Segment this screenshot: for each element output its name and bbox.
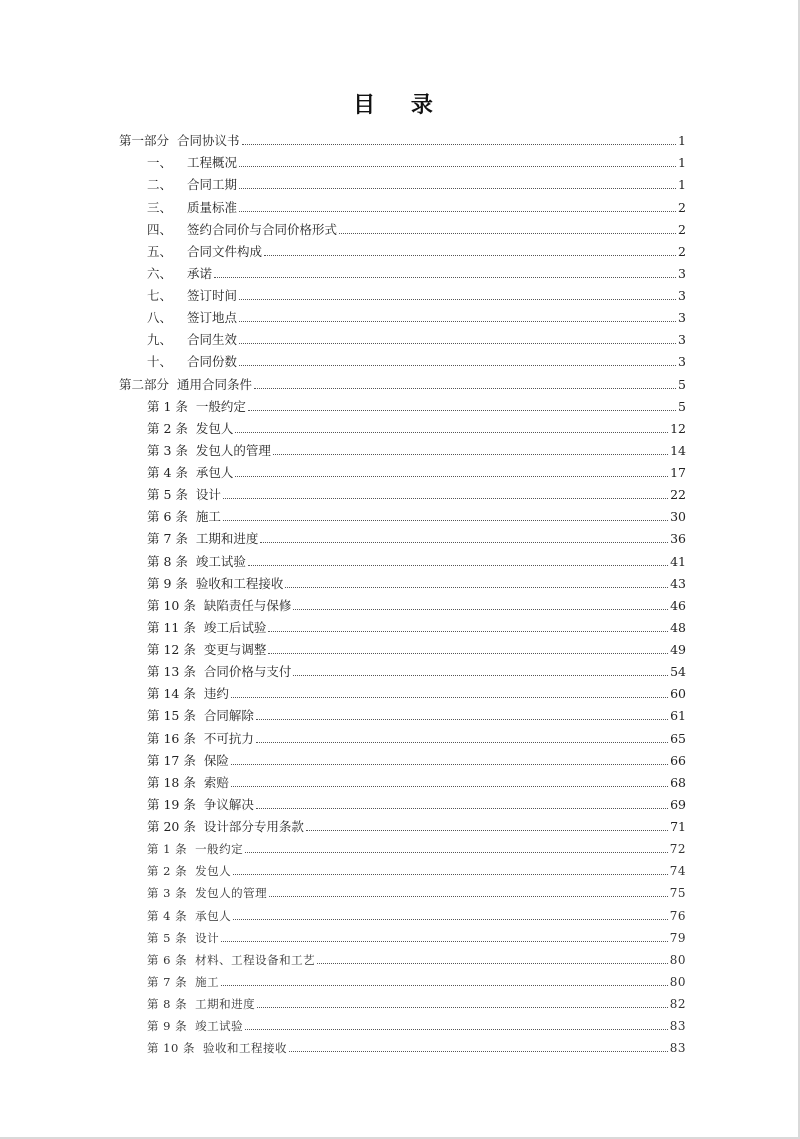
toc-entry-page-number: 79 — [669, 930, 686, 945]
toc-entry[interactable] — [0, 148, 800, 170]
page-title: 目 录 — [353, 92, 447, 118]
toc-entry-page-number: 2 — [678, 221, 686, 237]
toc-entry-label: 争议解决 — [203, 796, 254, 812]
toc-entry-number: 第 8 条 — [147, 553, 188, 569]
toc-entry-number: 第 6 条 — [147, 952, 188, 967]
toc-entry-label: 验收和工程接收 — [202, 1041, 287, 1056]
toc-entry-number: 第 8 条 — [147, 997, 188, 1011]
toc-entry-number: 第 10 条 — [147, 1041, 195, 1056]
toc-entry-label: 承包人 — [195, 465, 234, 480]
toc-entry-page-number: 41 — [670, 553, 686, 569]
toc-entry-page-number: 66 — [670, 752, 686, 768]
dot-leader — [239, 342, 676, 344]
toc-entry-page-number: 12 — [670, 420, 686, 436]
dot-leader — [235, 475, 668, 477]
toc-entry-label: 合同份数 — [187, 354, 238, 370]
toc-entry-number: 七、 — [147, 288, 173, 303]
toc-entry-number: 第 10 条 — [147, 597, 196, 613]
toc-entry[interactable] — [0, 613, 800, 635]
toc-entry-page-number: 2 — [678, 199, 686, 215]
toc-entry[interactable] — [0, 436, 800, 458]
toc-entry-label: 设计 — [195, 487, 221, 503]
toc-entry-page-number: 46 — [670, 597, 686, 613]
toc-entry-label: 设计 — [195, 930, 220, 945]
dot-leader — [260, 541, 668, 543]
toc-entry-number: 三、 — [147, 199, 173, 215]
toc-entry-number: 第 3 条 — [147, 886, 188, 901]
toc-entry[interactable] — [0, 723, 800, 745]
toc-entry-number: 第 4 条 — [147, 908, 188, 923]
dot-leader — [245, 1028, 668, 1030]
dot-leader — [239, 298, 676, 300]
toc-entry-label: 签订地点 — [187, 310, 238, 326]
toc-entry[interactable] — [0, 1033, 800, 1055]
toc-entry[interactable] — [0, 989, 800, 1011]
toc-entry[interactable] — [0, 480, 800, 502]
toc-entry-page-number: 3 — [678, 265, 686, 281]
toc-entry-number: 第 7 条 — [147, 531, 188, 547]
toc-entry-page-number: 2 — [678, 243, 686, 259]
dot-leader — [317, 962, 668, 964]
toc-entry-number: 第 1 条 — [147, 398, 188, 414]
dot-leader — [248, 409, 676, 411]
toc-entry-page-number: 74 — [669, 864, 686, 879]
toc-entry-label: 违约 — [203, 686, 229, 702]
toc-entry-label: 验收和工程接收 — [195, 575, 284, 591]
dot-leader — [256, 807, 668, 809]
toc-entry[interactable] — [0, 856, 800, 878]
toc-entry-label: 合同文件构成 — [187, 243, 263, 259]
toc-entry-label: 设计部分专用条款 — [203, 819, 304, 834]
toc-entry[interactable] — [0, 812, 800, 834]
toc-entry-number: 第 9 条 — [147, 575, 188, 591]
dot-leader — [235, 431, 668, 433]
toc-entry-page-number: 54 — [670, 664, 686, 680]
toc-entry[interactable] — [0, 192, 800, 214]
toc-entry-number: 八、 — [147, 310, 173, 326]
toc-entry-page-number: 65 — [670, 730, 686, 746]
toc-entry-number: 第 19 条 — [147, 796, 196, 812]
dot-leader — [233, 873, 668, 875]
toc-entry-number: 第 5 条 — [147, 930, 188, 945]
dot-leader — [285, 586, 668, 588]
dot-leader — [273, 453, 668, 455]
dot-leader — [231, 763, 668, 765]
toc-entry[interactable] — [0, 945, 800, 967]
toc-entry-label: 不可抗力 — [203, 730, 254, 746]
dot-leader — [223, 519, 668, 521]
dot-leader — [254, 387, 676, 389]
toc-entry[interactable] — [0, 524, 800, 546]
toc-entry[interactable] — [0, 303, 800, 325]
dot-leader — [239, 210, 676, 212]
toc-entry-number: 第 5 条 — [147, 487, 188, 503]
dot-leader — [233, 918, 668, 920]
toc-entry-number: 第 13 条 — [147, 664, 196, 680]
toc-entry-page-number: 48 — [670, 619, 686, 635]
toc-entry-number: 第 17 条 — [147, 752, 196, 768]
toc-entry-label: 合同工期 — [187, 177, 238, 193]
toc-entry-number: 四、 — [147, 221, 173, 237]
toc-entry-page-number: 83 — [669, 1041, 686, 1056]
dot-leader — [269, 895, 668, 897]
dot-leader — [293, 674, 668, 676]
toc-entry-label: 质量标准 — [187, 199, 238, 215]
dot-leader — [221, 940, 668, 942]
toc-entry[interactable] — [0, 458, 800, 480]
toc-entry[interactable] — [0, 679, 800, 701]
toc-entry[interactable] — [0, 878, 800, 900]
toc-entry[interactable] — [0, 325, 800, 347]
dot-leader — [221, 984, 668, 986]
toc-entry-page-number: 5 — [678, 398, 686, 414]
toc-entry-label: 工期和进度 — [195, 997, 256, 1011]
toc-entry-label: 一般约定 — [195, 842, 244, 857]
toc-entry[interactable] — [0, 834, 800, 856]
dot-leader — [289, 1050, 668, 1052]
toc-entry-page-number: 30 — [670, 509, 686, 525]
toc-entry-page-number: 61 — [670, 708, 686, 724]
toc-entry-label: 承包人 — [195, 908, 232, 923]
toc-entry-label: 材料、工程设备和工艺 — [195, 952, 316, 967]
toc-entry-number: 第 6 条 — [147, 509, 188, 525]
toc-entry[interactable] — [0, 768, 800, 790]
toc-entry-number: 第 9 条 — [147, 1019, 188, 1034]
dot-leader — [256, 741, 668, 743]
toc-entry-label: 合同生效 — [187, 332, 238, 348]
toc-entry[interactable] — [0, 126, 800, 148]
toc-entry-page-number: 71 — [670, 819, 686, 834]
toc-entry[interactable] — [0, 502, 800, 524]
dot-leader — [242, 143, 676, 145]
toc-entry-page-number: 14 — [670, 442, 686, 458]
dot-leader — [257, 1006, 668, 1008]
toc-entry-label: 发包人 — [195, 420, 234, 436]
toc-entry-label: 竣工试验 — [195, 553, 246, 569]
toc-entry-page-number: 36 — [670, 531, 686, 547]
dot-leader — [256, 718, 668, 720]
toc-entry-number: 第 18 条 — [147, 774, 196, 790]
toc-entry[interactable] — [0, 790, 800, 812]
toc-entry[interactable] — [0, 1011, 800, 1033]
toc-entry-page-number: 80 — [669, 952, 686, 967]
toc-entry-number: 第 4 条 — [147, 465, 188, 480]
toc-entry-page-number: 43 — [670, 575, 686, 591]
toc-entry[interactable] — [0, 215, 800, 237]
toc-entry-number: 第 7 条 — [147, 974, 188, 989]
toc-entry-page-number: 3 — [678, 288, 686, 303]
toc-entry-page-number: 22 — [670, 487, 686, 503]
dot-leader — [239, 320, 676, 322]
toc-entry[interactable] — [0, 259, 800, 281]
toc-entry[interactable] — [0, 746, 800, 768]
toc-entry-page-number: 82 — [669, 997, 686, 1011]
toc-entry-label: 合同协议书 — [177, 133, 240, 149]
toc-entry-number: 第 20 条 — [147, 819, 196, 834]
toc-entry-number: 二、 — [147, 177, 173, 193]
toc-entry-number: 第 16 条 — [147, 730, 196, 746]
toc-entry-page-number: 3 — [678, 332, 686, 348]
toc-entry-label: 竣工试验 — [195, 1019, 244, 1034]
toc-entry-number: 六、 — [147, 265, 173, 281]
toc-entry-number: 第一部分 — [119, 133, 170, 149]
toc-entry-number: 第 14 条 — [147, 686, 196, 702]
toc-entry-page-number: 75 — [669, 886, 686, 901]
toc-entry[interactable] — [0, 414, 800, 436]
toc-entry[interactable] — [0, 657, 800, 679]
toc-entry-page-number: 3 — [678, 354, 686, 370]
toc-entry[interactable] — [0, 923, 800, 945]
toc-entry-label: 承诺 — [187, 265, 213, 281]
toc-entry-label: 发包人的管理 — [195, 442, 271, 458]
toc-entry-label: 施工 — [195, 509, 221, 525]
toc-entry-label: 签约合同价与合同价格形式 — [187, 221, 338, 237]
toc-entry[interactable] — [0, 635, 800, 657]
dot-leader — [245, 851, 668, 853]
toc-entry-label: 变更与调整 — [203, 642, 267, 657]
toc-entry-label: 签订时间 — [187, 288, 238, 303]
toc-entry-label: 工程概况 — [187, 155, 238, 171]
toc-entry-number: 九、 — [147, 332, 173, 348]
toc-entry-label: 发包人 — [195, 864, 232, 879]
toc-entry[interactable] — [0, 392, 800, 414]
dot-leader — [339, 232, 676, 234]
toc-entry[interactable] — [0, 347, 800, 369]
toc-entry-label: 施工 — [195, 974, 220, 989]
dot-leader — [293, 608, 668, 610]
toc-entry[interactable] — [0, 591, 800, 613]
toc-entry-number: 十、 — [147, 354, 173, 370]
toc-entry[interactable] — [0, 369, 800, 391]
toc-entry-number: 一、 — [147, 155, 173, 171]
toc-entry-label: 索赔 — [203, 774, 229, 790]
toc-entry-number: 第 11 条 — [147, 619, 196, 635]
dot-leader — [264, 254, 676, 256]
toc-entry-number: 五、 — [147, 243, 173, 259]
dot-leader — [268, 630, 668, 632]
toc-entry-page-number: 60 — [670, 686, 686, 702]
dot-leader — [239, 165, 676, 167]
toc-entry-page-number: 76 — [669, 908, 686, 923]
toc-entry-label: 合同价格与支付 — [203, 664, 292, 680]
dot-leader — [231, 696, 668, 698]
toc-entry[interactable] — [0, 170, 800, 192]
dot-leader — [214, 276, 676, 278]
toc-entry-page-number: 1 — [678, 133, 686, 149]
dot-leader — [248, 564, 668, 566]
toc-entry[interactable] — [0, 237, 800, 259]
toc-entry[interactable] — [0, 569, 800, 591]
dot-leader — [268, 652, 668, 654]
toc-entry-label: 发包人的管理 — [195, 886, 268, 901]
toc-entry-page-number: 3 — [678, 310, 686, 326]
dot-leader — [231, 785, 668, 787]
toc-entry-label: 保险 — [203, 752, 229, 768]
toc-entry-label: 通用合同条件 — [177, 376, 253, 392]
toc-entry[interactable] — [0, 281, 800, 303]
toc-entry-number: 第 12 条 — [147, 642, 196, 657]
toc-entry-number: 第二部分 — [119, 376, 170, 392]
dot-leader — [239, 187, 676, 189]
toc-entry[interactable] — [0, 546, 800, 568]
toc-entry-number: 第 3 条 — [147, 442, 188, 458]
toc-entry-number: 第 2 条 — [147, 864, 188, 879]
toc-entry-page-number: 68 — [670, 774, 686, 790]
toc-entry-page-number: 1 — [678, 177, 686, 193]
toc-entry-number: 第 2 条 — [147, 420, 188, 436]
dot-leader — [239, 364, 676, 366]
toc-entry-number: 第 15 条 — [147, 708, 196, 724]
toc-entry-page-number: 1 — [678, 155, 686, 171]
toc-entry-label: 竣工后试验 — [203, 619, 267, 635]
toc-entry-page-number: 83 — [669, 1019, 686, 1034]
toc-entry-page-number: 49 — [670, 642, 686, 657]
toc-entry-page-number: 72 — [669, 842, 686, 857]
dot-leader — [223, 497, 668, 499]
toc-entry-page-number: 5 — [678, 376, 686, 392]
toc-entry-page-number: 69 — [670, 796, 686, 812]
table-of-contents — [0, 126, 800, 1055]
toc-entry[interactable] — [0, 900, 800, 922]
toc-entry[interactable] — [0, 967, 800, 989]
toc-entry-label: 一般约定 — [195, 398, 246, 414]
toc-entry-label: 缺陷责任与保修 — [203, 597, 292, 613]
toc-entry-label: 合同解除 — [203, 708, 254, 724]
toc-entry-page-number: 80 — [669, 974, 686, 989]
toc-entry-number: 第 1 条 — [147, 842, 188, 857]
toc-entry-label: 工期和进度 — [195, 531, 259, 547]
toc-entry[interactable] — [0, 701, 800, 723]
dot-leader — [306, 829, 668, 831]
toc-entry-page-number: 17 — [670, 465, 686, 480]
